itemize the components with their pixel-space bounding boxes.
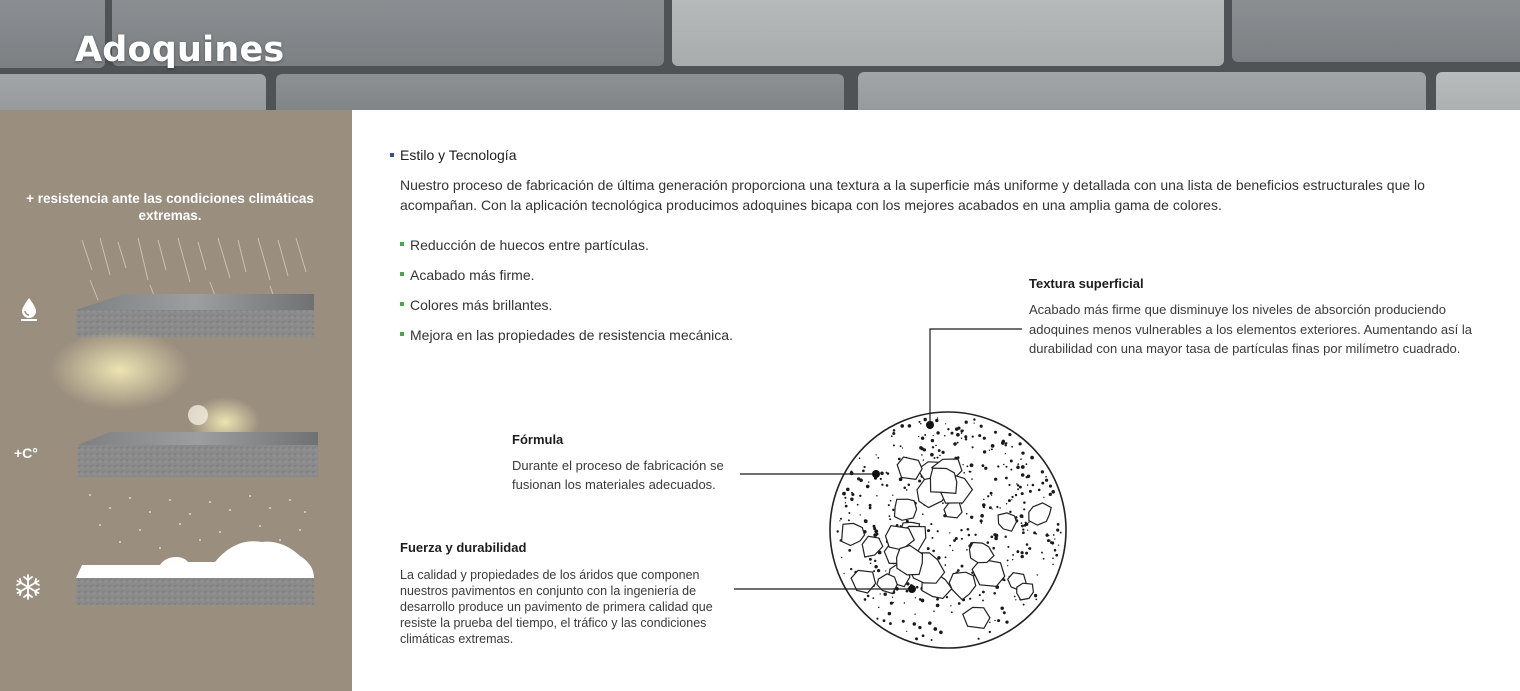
list-item: Reducción de huecos entre partículas. bbox=[400, 230, 733, 260]
texture-callout-title: Textura superficial bbox=[1029, 276, 1144, 291]
header-banner bbox=[0, 0, 1520, 110]
temperature-label: +C° bbox=[14, 445, 38, 461]
intro-paragraph: Nuestro proceso de fabricación de última generación proporciona una textura a la superficie más uniforme y detallada con una lista de beneficios estructurales que lo acompañan. Con la aplicación tecnológica producimos adoquines bicapa con los mejores acabados en una amplia gama de colores. bbox=[400, 177, 1425, 213]
snow-paver-illustration bbox=[76, 494, 314, 605]
list-item: Colores más brillantes. bbox=[400, 290, 733, 320]
page-title: Adoquines bbox=[75, 30, 285, 70]
list-item: Mejora en las propiedades de resistencia mecánica. bbox=[400, 320, 733, 350]
rain-paver-illustration bbox=[76, 238, 314, 337]
weather-resistance-panel bbox=[0, 110, 352, 691]
main-content bbox=[352, 110, 1520, 691]
snowflake-icon bbox=[14, 573, 42, 601]
formula-callout-title: Fórmula bbox=[512, 432, 564, 447]
section-title-text: Estilo y Tecnología bbox=[400, 147, 517, 163]
aggregate-circle bbox=[830, 412, 1066, 648]
strength-callout-title: Fuerza y durabilidad bbox=[400, 540, 527, 555]
paver-illustrations bbox=[0, 110, 352, 691]
sidebar-heading: + resistencia ante las condiciones climáticas extremas. bbox=[26, 191, 314, 223]
texture-callout-text: Acabado más firme que disminuye los niveles de absorción produciendo adoquines menos vulnerables a los elementos exteriores. Aumentando así la durabilidad con una mayor tasa de partículas finas por milímetro cuadrado. bbox=[1029, 302, 1472, 356]
heat-paver-illustration bbox=[50, 330, 318, 477]
formula-callout-text: Durante el proceso de fabricación se fusionan los materiales adecuados. bbox=[512, 458, 724, 492]
list-item: Acabado más firme. bbox=[400, 260, 733, 290]
water-drop-icon bbox=[18, 296, 40, 322]
cross-section-diagram bbox=[352, 110, 1520, 691]
strength-callout-text: La calidad y propiedades de los áridos que componen nuestros pavimentos en conjunto con la ingeniería de desarrollo produce un pavimento de primera calidad que resiste la prueba del tiempo, el tráfico y las condiciones climáticas extremas. bbox=[400, 568, 713, 646]
aggregate-outline bbox=[830, 412, 1066, 648]
